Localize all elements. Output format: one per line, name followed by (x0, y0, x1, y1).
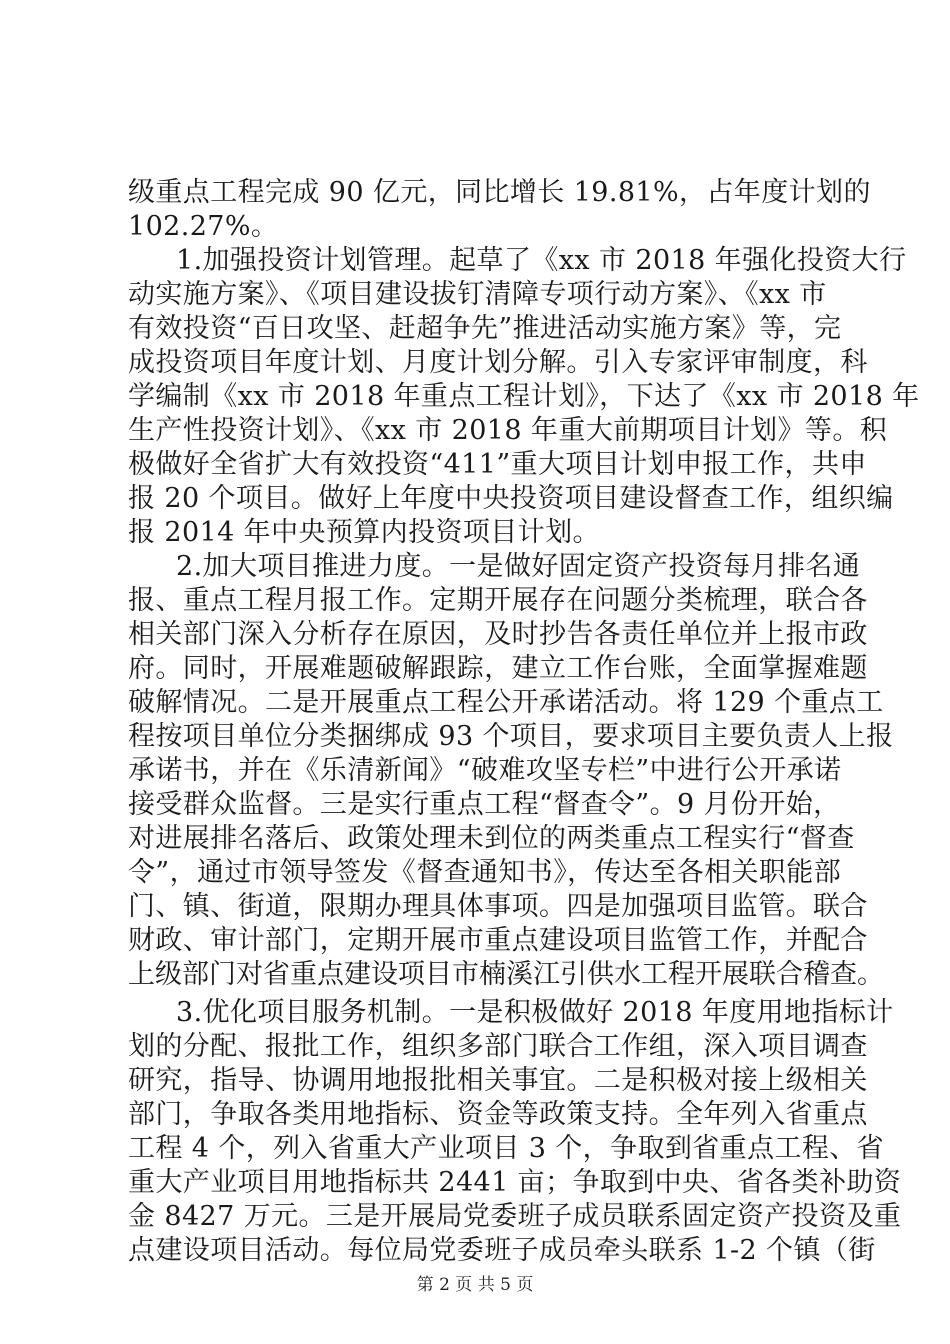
text-line: 门、镇、街道，限期办理具体事项。四是加强项目监管。联合 (128, 891, 868, 922)
text-line: 上级部门对省重点建设项目市楠溪江引供水工程开展联合稽查。 (128, 959, 884, 990)
paragraph-2-start: 2.加大项目推进力度。一是做好固定资产投资每月排名通 (176, 551, 861, 582)
text-line: 工程 4 个，列入省重大产业项目 3 个，争取到省重点工程、省 (128, 1133, 885, 1164)
text-line: 划的分配、报批工作，组织多部门联合工作组，深入项目调查 (128, 1031, 868, 1062)
text-line: 有效投资“百日攻坚、赶超争先”推进活动实施方案》等，完 (128, 313, 842, 344)
text-line: 承诺书，并在《乐清新闻》“破难攻坚专栏”中进行公开承诺 (128, 755, 842, 786)
text-line: 学编制《xx 市 2018 年重点工程计划》，下达了《xx 市 2018 年 (128, 381, 920, 412)
text-line: 程按项目单位分类捆绑成 93 个项目，要求项目主要负责人上报 (128, 721, 894, 752)
text-line: 令”，通过市领导签发《督查通知书》，传达至各相关职能部 (128, 857, 842, 888)
text-line: 102.27%。 (128, 211, 279, 242)
text-line: 报 20 个项目。做好上年度中央投资项目建设督查工作，组织编 (128, 483, 894, 514)
text-line: 极做好全省扩大有效投资“411”重大项目计划申报工作，共申 (128, 449, 867, 480)
text-line: 财政、审计部门，定期开展市重点建设项目监管工作，并配合 (128, 925, 868, 956)
text-line: 重大产业项目用地指标共 2441 亩；争取到中央、省各类补助资 (128, 1167, 902, 1198)
text-line: 接受群众监督。三是实行重点工程“督查令”。9 月份开始， (128, 789, 841, 820)
text-line: 部门，争取各类用地指标、资金等政策支持。全年列入省重点 (128, 1099, 868, 1130)
text-line: 级重点工程完成 90 亿元，同比增长 19.81%，占年度计划的 (128, 177, 871, 208)
text-line: 报、重点工程月报工作。定期开展存在问题分类梳理，联合各 (128, 585, 868, 616)
paragraph-3-start: 3.优化项目服务机制。一是积极做好 2018 年度用地指标计 (176, 997, 894, 1028)
paragraph-1-start: 1.加强投资计划管理。起草了《xx 市 2018 年强化投资大行 (176, 245, 907, 276)
text-line: 府。同时，开展难题破解跟踪，建立工作台账，全面掌握难题 (128, 653, 868, 684)
text-line: 破解情况。二是开展重点工程公开承诺活动。将 129 个重点工 (128, 687, 884, 718)
text-line: 报 2014 年中央预算内投资项目计划。 (128, 517, 600, 548)
text-line: 研究，指导、协调用地报批相关事宜。二是积极对接上级相关 (128, 1065, 868, 1096)
text-line: 对进展排名落后、政策处理未到位的两类重点工程实行“督查 (128, 823, 855, 854)
text-line: 点建设项目活动。每位局党委班子成员牵头联系 1-2 个镇（街 (128, 1235, 876, 1266)
text-line: 成投资项目年度计划、月度计划分解。引入专家评审制度，科 (128, 347, 868, 378)
text-line: 动实施方案》、《项目建设拔钉清障专项行动方案》、《xx 市 (128, 279, 827, 310)
page-number-footer: 第 2 页 共 5 页 (416, 1275, 534, 1295)
text-line: 生产性投资计划》、《xx 市 2018 年重大前期项目计划》等。积 (128, 415, 888, 446)
text-line: 金 8427 万元。三是开展局党委班子成员联系固定资产投资及重 (128, 1201, 902, 1232)
text-line: 相关部门深入分析存在原因，及时抄告各责任单位并上报市政 (128, 619, 868, 650)
